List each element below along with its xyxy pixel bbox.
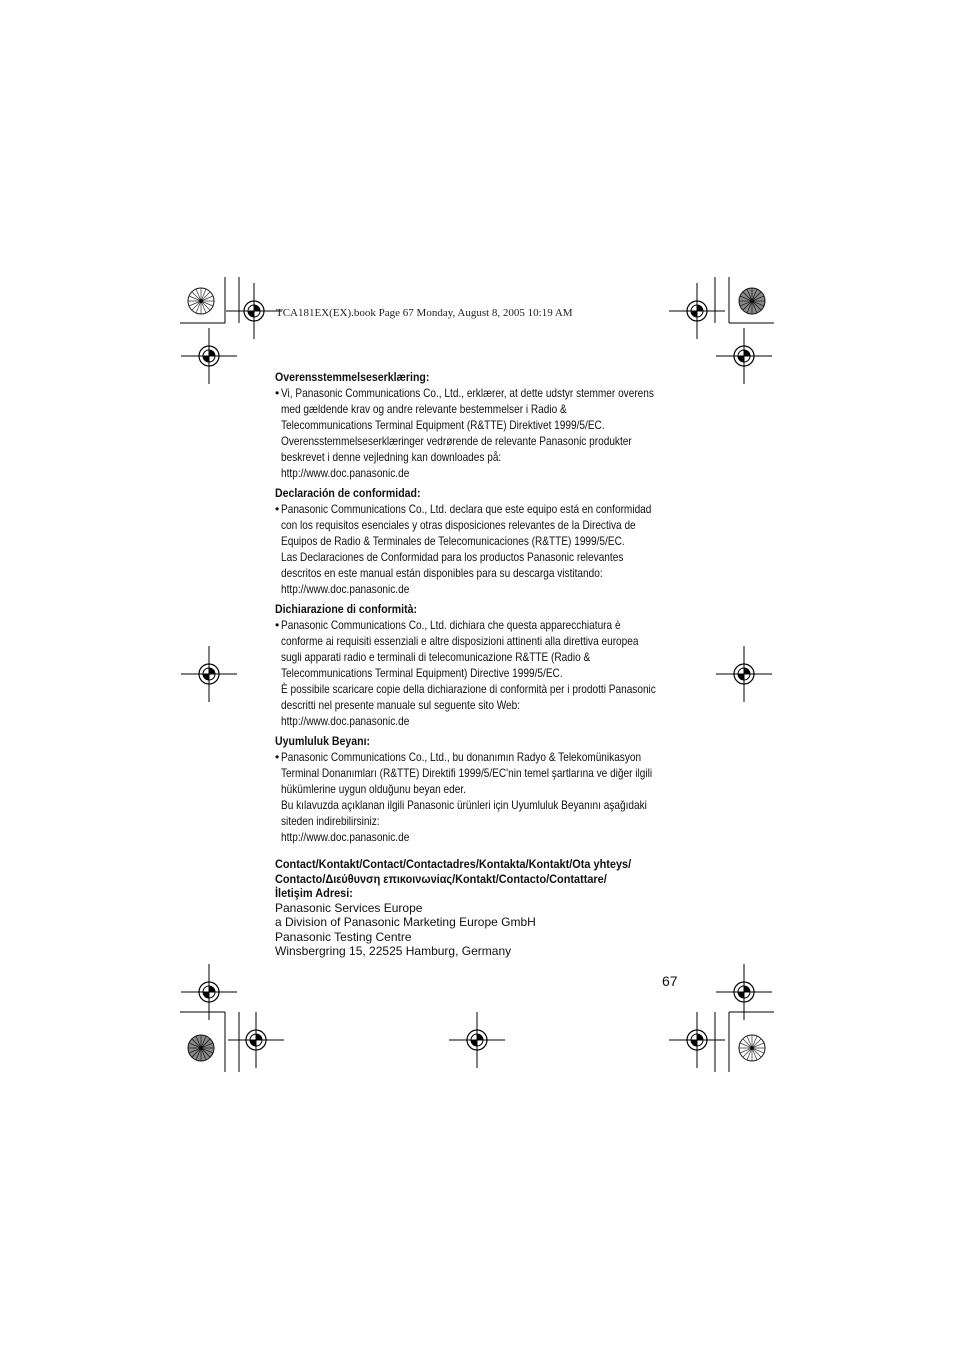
page-number: 67: [662, 973, 678, 989]
text-line: med gældende krav og andre relevante bestemmelser i Radio &: [281, 402, 567, 416]
text-line: Panasonic Communications Co., Ltd. declara que este equipo está en conformidad: [281, 502, 652, 516]
section-italian: [275, 602, 685, 729]
text-line: È possibile scaricare copie della dichiarazione di conformità per i prodotti Panasonic: [281, 682, 656, 696]
contact-title-line: İletişim Adresi:: [275, 886, 353, 900]
text-line: hükümlerine uygun olduğunu beyan eder.: [281, 782, 466, 796]
declarations: [275, 370, 685, 850]
section-spanish: [275, 486, 685, 597]
bullet-paragraph: [275, 385, 685, 481]
url-text: http://www.doc.panasonic.de: [281, 582, 410, 596]
text-line: Bu kılavuzda açıklanan ilgili Panasonic ürünleri için Uyumluluk Beyanını aşağıdaki: [281, 798, 647, 812]
text-line: Telecommunications Terminal Equipment) Directive 1999/5/EC.: [281, 666, 563, 680]
bullet-paragraph: [275, 617, 685, 729]
bullet-icon: •: [275, 502, 280, 516]
text-line: con los requisitos esenciales y otras disposiciones relevantes de la Directiva de: [281, 518, 636, 532]
text-line: Las Declaraciones de Conformidad para los productos Panasonic relevantes: [281, 550, 624, 564]
text-line: Vi, Panasonic Communications Co., Ltd., erklærer, at dette udstyr stemmer overens: [281, 386, 654, 400]
contact-title-line: Contacto/Διεύθυνση επικοινωνίας/Kontakt/Contacto/Contattare/: [275, 871, 607, 886]
address-line: Panasonic Services Europe: [275, 900, 423, 915]
bullet-icon: •: [275, 386, 280, 400]
address-line: Panasonic Testing Centre: [275, 929, 412, 944]
address-line: Winsbergring 15, 22525 Hamburg, Germany: [275, 944, 512, 959]
section-title: Declaración de conformidad:: [275, 486, 421, 500]
text-line: siteden indirebilirsiniz:: [281, 814, 380, 828]
address-line: a Division of Panasonic Marketing Europe GmbH: [275, 915, 536, 930]
text-line: descritos en este manual están disponibles para su descarga vistitando:: [281, 566, 603, 580]
section-title: Overensstemmelseserklæring:: [275, 370, 430, 384]
contact-block: [275, 857, 695, 959]
url-text: http://www.doc.panasonic.de: [281, 714, 410, 728]
url-text: http://www.doc.panasonic.de: [281, 466, 410, 480]
text-line: Terminal Donanımları (R&TTE) Direktifi 1999/5/EC'nin temel şartlarına ve diğer ilgili: [281, 766, 653, 780]
text-line: Panasonic Communications Co., Ltd. dichiara che questa apparecchiatura è: [281, 618, 621, 632]
url-text: http://www.doc.panasonic.de: [281, 830, 410, 844]
text-line: Overensstemmelseserklæringer vedrørende de relevante Panasonic produkter: [281, 434, 632, 448]
text-line: beskrevet i denne vejledning kan downloades på:: [281, 450, 502, 464]
section-title: Uyumluluk Beyanı:: [275, 734, 371, 748]
section-danish: [275, 370, 685, 481]
section-turkish: [275, 734, 685, 845]
section-title: Dichiarazione di conformità:: [275, 602, 417, 616]
bullet-icon: •: [275, 618, 280, 632]
bullet-paragraph: [275, 501, 685, 597]
bullet-icon: •: [275, 750, 280, 764]
text-line: sugli apparati radio e terminali di telecomunicazione R&TTE (Radio &: [281, 650, 591, 664]
bullet-paragraph: [275, 749, 685, 845]
text-line: Equipos de Radio & Terminales de Telecomunicaciones (R&TTE) 1999/5/EC.: [281, 534, 625, 548]
print-header: TCA181EX(EX).book Page 67 Monday, August 8, 2005 10:19 AM: [276, 307, 573, 319]
text-line: conforme ai requisiti essenziali e altre disposizioni attinenti alla direttiva europea: [281, 634, 639, 648]
text-line: descritti nel presente manuale sul seguente sito Web:: [281, 698, 521, 712]
text-line: Telecommunications Terminal Equipment (R&TTE) Direktivet 1999/5/EC.: [281, 418, 605, 432]
text-line: Panasonic Communications Co., Ltd., bu donanımın Radyo & Telekomünikasyon: [281, 750, 642, 764]
contact-title-line: Contact/Kontakt/Contact/Contactadres/Kontakta/Kontakt/Ota yhteys/: [275, 857, 632, 871]
